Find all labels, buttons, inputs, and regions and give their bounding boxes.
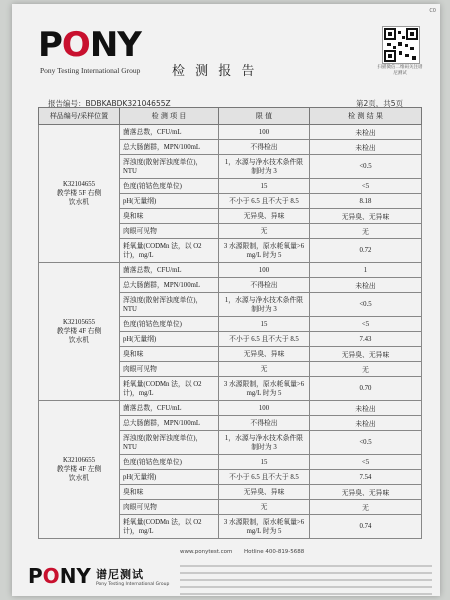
result-cell: <0.5 — [310, 155, 422, 179]
limit-cell: 不得检出 — [219, 140, 310, 155]
test-item-cell: 色度(铂钴色度单位) — [120, 455, 219, 470]
limit-cell: 无异臭、异味 — [219, 347, 310, 362]
result-cell: 未检出 — [310, 416, 422, 431]
result-cell: <5 — [310, 317, 422, 332]
table-row — [39, 125, 422, 140]
result-cell: <5 — [310, 179, 422, 194]
result-cell: 7.54 — [310, 470, 422, 485]
limit-cell: 1，水源与净水技术条件限制时为 3 — [219, 431, 310, 455]
result-cell: 无 — [310, 500, 422, 515]
test-item-cell: pH(无量纲) — [120, 194, 219, 209]
result-cell: 8.18 — [310, 194, 422, 209]
result-cell: 未检出 — [310, 278, 422, 293]
test-item-cell: 总大肠菌群，MPN/100mL — [120, 416, 219, 431]
column-header-item: 检 测 项 目 — [120, 108, 219, 125]
table-row — [39, 401, 422, 416]
sample-site-cell: K32105655 教学楼 4F 右侧 饮水机 — [39, 263, 120, 401]
test-item-cell: pH(无量纲) — [120, 332, 219, 347]
limit-cell: 无 — [219, 224, 310, 239]
limit-cell: 无 — [219, 362, 310, 377]
limit-cell: 3 水源限制，原水耗氧量>6 mg/L 时为 5 — [219, 377, 310, 401]
limit-cell: 不小于 6.5 且不大于 8.5 — [219, 194, 310, 209]
result-cell: 0.72 — [310, 239, 422, 263]
test-item-cell: 肉眼可见物 — [120, 362, 219, 377]
footer-logo: PONY — [28, 564, 91, 588]
test-item-cell: 色度(铂钴色度单位) — [120, 179, 219, 194]
document-title: 检 测 报 告 — [172, 64, 258, 79]
test-item-cell: pH(无量纲) — [120, 470, 219, 485]
test-item-cell: 臭和味 — [120, 347, 219, 362]
result-cell: 0.74 — [310, 515, 422, 539]
footer-address-lines — [180, 560, 432, 596]
test-item-cell: 总大肠菌群，MPN/100mL — [120, 140, 219, 155]
result-cell: 0.70 — [310, 377, 422, 401]
report-page — [12, 4, 440, 596]
qr-caption: 扫描微信二维码关注谱尼测试 — [377, 65, 423, 76]
limit-cell: 无 — [219, 500, 310, 515]
test-item-cell: 浑浊度(散射浑浊度单位)，NTU — [120, 155, 219, 179]
result-cell: 无 — [310, 224, 422, 239]
result-cell: <0.5 — [310, 293, 422, 317]
pony-logo: PONY — [38, 25, 141, 65]
limit-cell: 1，水源与净水技术条件限制时为 3 — [219, 293, 310, 317]
sample-site-cell: K32104655 教学楼 5F 右侧 饮水机 — [39, 125, 120, 263]
result-cell: 未检出 — [310, 125, 422, 140]
column-header-limit: 限 值 — [219, 108, 310, 125]
result-cell: 1 — [310, 263, 422, 278]
report-number: 报告编号：BDBKABDK32104655Z — [48, 99, 171, 108]
test-item-cell: 肉眼可见物 — [120, 224, 219, 239]
test-item-cell: 色度(铂钴色度单位) — [120, 317, 219, 332]
test-item-cell: 臭和味 — [120, 485, 219, 500]
test-item-cell: 耗氧量(CODMn 法，以 O2 计)，mg/L — [120, 377, 219, 401]
test-item-cell: 菌落总数，CFU/mL — [120, 263, 219, 278]
column-header-sample: 样品编号/采样位置 — [39, 108, 120, 125]
test-item-cell: 臭和味 — [120, 209, 219, 224]
limit-cell: 不小于 6.5 且不大于 8.5 — [219, 470, 310, 485]
result-cell: 无异臭、无异味 — [310, 347, 422, 362]
limit-cell: 1，水源与净水技术条件限制时为 3 — [219, 155, 310, 179]
page-number: 第2页，共5页 — [356, 99, 404, 108]
limit-cell: 15 — [219, 317, 310, 332]
limit-cell: 100 — [219, 401, 310, 416]
test-item-cell: 肉眼可见物 — [120, 500, 219, 515]
footer-website: www.ponytest.com — [180, 549, 233, 555]
sample-site-cell: K32106655 教学楼 4F 左侧 饮水机 — [39, 401, 120, 539]
result-cell: <0.5 — [310, 431, 422, 455]
result-cell: 无异臭、无异味 — [310, 209, 422, 224]
limit-cell: 3 水源限制，原水耗氧量>6 mg/L 时为 5 — [219, 239, 310, 263]
limit-cell: 100 — [219, 263, 310, 278]
limit-cell: 不小于 6.5 且不大于 8.5 — [219, 332, 310, 347]
qr-code-icon — [382, 26, 420, 64]
result-cell: <5 — [310, 455, 422, 470]
limit-cell: 不得检出 — [219, 416, 310, 431]
limit-cell: 无异臭、异味 — [219, 485, 310, 500]
limit-cell: 15 — [219, 179, 310, 194]
limit-cell: 100 — [219, 125, 310, 140]
test-item-cell: 菌落总数，CFU/mL — [120, 401, 219, 416]
footer-company-name: 谱尼测试 — [96, 568, 144, 581]
test-item-cell: 耗氧量(CODMn 法，以 O2 计)，mg/L — [120, 515, 219, 539]
test-item-cell: 耗氧量(CODMn 法，以 O2 计)，mg/L — [120, 239, 219, 263]
test-item-cell: 菌落总数，CFU/mL — [120, 125, 219, 140]
test-item-cell: 浑浊度(散射浑浊度单位)，NTU — [120, 293, 219, 317]
table-row — [39, 263, 422, 278]
result-cell: 未检出 — [310, 401, 422, 416]
test-item-cell: 总大肠菌群，MPN/100mL — [120, 278, 219, 293]
results-table — [38, 107, 422, 539]
group-name: Pony Testing International Group — [40, 66, 141, 75]
limit-cell: 3 水源限制，原水耗氧量>6 mg/L 时为 5 — [219, 515, 310, 539]
column-header-result: 检 测 结 果 — [310, 108, 422, 125]
result-cell: 未检出 — [310, 140, 422, 155]
footer-hotline: Hotline 400-819-5688 — [244, 549, 305, 555]
limit-cell: 不得检出 — [219, 278, 310, 293]
test-item-cell: 浑浊度(散射浑浊度单位)，NTU — [120, 431, 219, 455]
limit-cell: 15 — [219, 455, 310, 470]
limit-cell: 无异臭、异味 — [219, 209, 310, 224]
result-cell: 无 — [310, 362, 422, 377]
result-cell: 无异臭、无异味 — [310, 485, 422, 500]
footer-company-en: Pony Testing International Group — [96, 582, 170, 587]
result-cell: 7.43 — [310, 332, 422, 347]
corner-mark: C0 — [429, 8, 436, 14]
